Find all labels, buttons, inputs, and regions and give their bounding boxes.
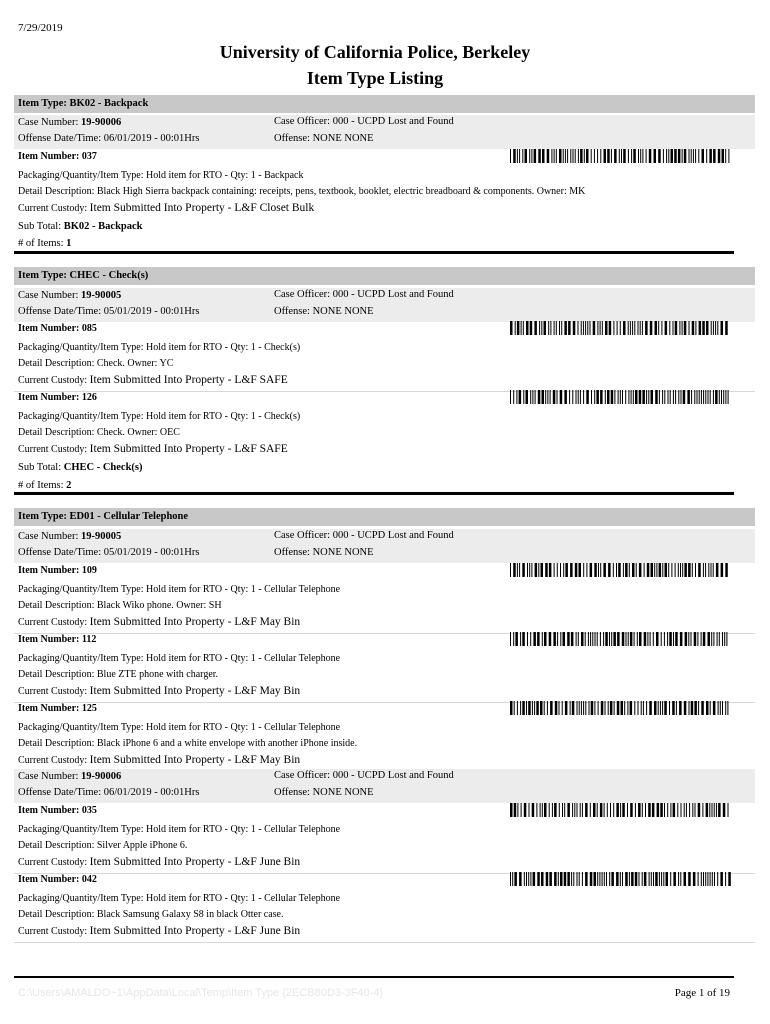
packaging: Hold item for RTO - Qty: 1 - Cellular Telephone bbox=[145, 584, 341, 595]
packaging: Hold item for RTO - Qty: 1 - Check(s) bbox=[145, 342, 301, 353]
offense-datetime: 05/01/2019 - 00:01Hrs bbox=[103, 547, 200, 558]
offense: NONE NONE bbox=[312, 133, 374, 144]
offense-datetime: 06/01/2019 - 00:01Hrs bbox=[103, 133, 200, 144]
packaging: Hold item for RTO - Qty: 1 - Cellular Telephone bbox=[145, 893, 341, 904]
barcode-image bbox=[510, 149, 731, 163]
barcode-image bbox=[510, 701, 731, 715]
item-type-header: Item Type: CHEC - Check(s) bbox=[14, 267, 755, 285]
packaging: Hold item for RTO - Qty: 1 - Cellular Telephone bbox=[145, 824, 341, 835]
subtotal: Sub Total: BK02 - Backpack bbox=[18, 221, 143, 232]
case-number: 19-90005 bbox=[81, 290, 122, 301]
offense-datetime: 05/01/2019 - 00:01Hrs bbox=[103, 306, 200, 317]
case-number: 19-90006 bbox=[81, 771, 122, 782]
current-custody: Item Submitted Into Property - L&F Closet Bulk bbox=[89, 202, 315, 214]
item-number: 125 bbox=[81, 703, 97, 714]
subtotal: Sub Total: CHEC - Check(s) bbox=[18, 462, 143, 473]
case-number: 19-90005 bbox=[81, 531, 122, 542]
footer-path: C:\Users\AMALDO~1\AppData\Local\Temp\Item Type {2ECB80D3-3F40-4} bbox=[18, 987, 384, 999]
offense-datetime: 06/01/2019 - 00:01Hrs bbox=[103, 787, 200, 798]
barcode-image bbox=[510, 321, 731, 335]
current-custody: Item Submitted Into Property - L&F May Bin bbox=[89, 616, 301, 628]
case-number: 19-90006 bbox=[81, 117, 122, 128]
item-type-header: Item Type: ED01 - Cellular Telephone bbox=[14, 508, 755, 526]
offense: NONE NONE bbox=[312, 787, 374, 798]
item-number: 035 bbox=[81, 805, 97, 816]
case-header: Case Number: 19-90005 Offense Date/Time: 05/01/2019 - 00:01Hrs Case Officer: 000 - UCPD Lost and Found Offense: NONE NONE bbox=[14, 288, 755, 322]
page-number: Page 1 of 19 bbox=[674, 987, 730, 999]
item-type-value: BK02 - Backpack bbox=[69, 98, 149, 109]
item-number: 042 bbox=[81, 874, 97, 885]
case-officer: 000 - UCPD Lost and Found bbox=[332, 530, 454, 541]
case-header: Case Number: 19-90005 Offense Date/Time: 05/01/2019 - 00:01Hrs Case Officer: 000 - UCPD Lost and Found Offense: NONE NONE bbox=[14, 529, 755, 563]
item-type-header: Item Type: BK02 - Backpack bbox=[14, 95, 755, 113]
offense: NONE NONE bbox=[312, 547, 374, 558]
detail-description: Black iPhone 6 and a white envelope with another iPhone inside. bbox=[96, 738, 358, 749]
current-custody: Item Submitted Into Property - L&F June Bin bbox=[89, 925, 301, 937]
detail-description: Check. Owner: OEC bbox=[96, 427, 180, 438]
item-number: 126 bbox=[81, 392, 97, 403]
packaging: Hold item for RTO - Qty: 1 - Cellular Telephone bbox=[145, 653, 341, 664]
detail-description: Black Wiko phone. Owner: SH bbox=[96, 600, 222, 611]
current-custody: Item Submitted Into Property - L&F SAFE bbox=[89, 443, 288, 455]
current-custody: Item Submitted Into Property - L&F May Bin bbox=[89, 685, 301, 697]
report-title: University of California Police, Berkeley bbox=[219, 42, 531, 62]
item-number: 085 bbox=[81, 323, 97, 334]
case-officer: 000 - UCPD Lost and Found bbox=[332, 289, 454, 300]
case-officer: 000 - UCPD Lost and Found bbox=[332, 116, 454, 127]
detail-description: Blue ZTE phone with charger. bbox=[96, 669, 219, 680]
barcode-image bbox=[510, 632, 731, 646]
detail-description: Check. Owner: YC bbox=[96, 358, 174, 369]
item-count: # of Items: 1 bbox=[18, 238, 72, 249]
case-header: Case Number: 19-90006 Offense Date/Time: 06/01/2019 - 00:01Hrs Case Officer: 000 - UCPD Lost and Found Offense: NONE NONE bbox=[14, 115, 755, 149]
item-number: 037 bbox=[81, 151, 97, 162]
item-number: 112 bbox=[81, 634, 97, 645]
detail-description: Black High Sierra backpack containing: receipts, pens, textbook, booklet, electric breadboard & components. Owner: MK bbox=[96, 186, 586, 197]
barcode-image bbox=[510, 563, 731, 577]
case-header: Case Number: 19-90006 Offense Date/Time: 06/01/2019 - 00:01Hrs Case Officer: 000 - UCPD Lost and Found Offense: NONE NONE bbox=[14, 769, 755, 803]
item-number: 109 bbox=[81, 565, 97, 576]
item-type-value: CHEC - Check(s) bbox=[69, 270, 149, 281]
detail-description: Black Samsung Galaxy S8 in black Otter case. bbox=[96, 909, 284, 920]
detail-description: Silver Apple iPhone 6. bbox=[96, 840, 188, 851]
current-custody: Item Submitted Into Property - L&F June Bin bbox=[89, 856, 301, 868]
item-count: # of Items: 2 bbox=[18, 480, 72, 491]
current-custody: Item Submitted Into Property - L&F May Bin bbox=[89, 754, 301, 766]
offense: NONE NONE bbox=[312, 306, 374, 317]
barcode-image bbox=[510, 872, 731, 886]
barcode-image bbox=[510, 803, 731, 817]
packaging: Hold item for RTO - Qty: 1 - Backpack bbox=[145, 170, 304, 181]
report-subtitle: Item Type Listing bbox=[306, 68, 444, 88]
barcode-image bbox=[510, 390, 731, 404]
packaging: Hold item for RTO - Qty: 1 - Cellular Telephone bbox=[145, 722, 341, 733]
section-divider bbox=[14, 251, 734, 254]
current-custody: Item Submitted Into Property - L&F SAFE bbox=[89, 374, 288, 386]
packaging: Hold item for RTO - Qty: 1 - Check(s) bbox=[145, 411, 301, 422]
footer-divider bbox=[14, 976, 734, 978]
case-officer: 000 - UCPD Lost and Found bbox=[332, 770, 454, 781]
section-divider bbox=[14, 492, 734, 495]
report-date: 7/29/2019 bbox=[18, 22, 63, 34]
item-type-value: ED01 - Cellular Telephone bbox=[69, 511, 189, 522]
row-divider bbox=[14, 942, 755, 943]
